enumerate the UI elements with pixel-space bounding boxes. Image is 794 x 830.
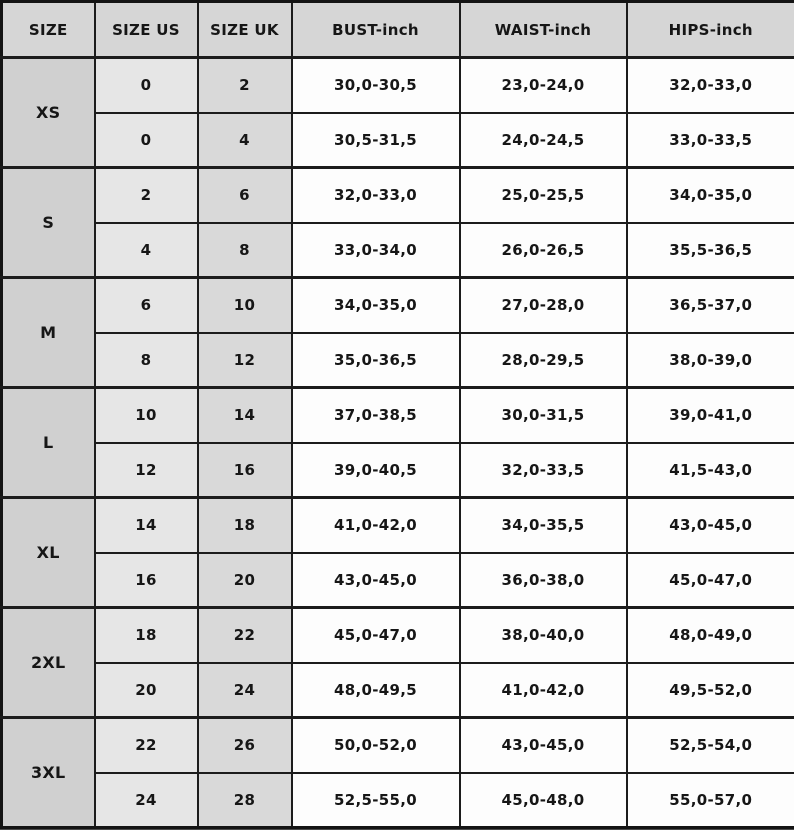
us-cell: 22 [95, 718, 198, 773]
waist-cell: 24,0-24,5 [460, 113, 627, 168]
us-cell: 10 [95, 388, 198, 443]
bust-cell: 52,5-55,0 [292, 773, 460, 828]
waist-cell: 25,0-25,5 [460, 168, 627, 223]
uk-cell: 6 [198, 168, 292, 223]
us-cell: 4 [95, 223, 198, 278]
waist-cell: 27,0-28,0 [460, 278, 627, 333]
size-group-label: S [2, 168, 95, 278]
size-group-label: L [2, 388, 95, 498]
hips-cell: 36,5-37,0 [627, 278, 794, 333]
us-cell: 2 [95, 168, 198, 223]
table-row [2, 663, 794, 718]
table-row [2, 113, 794, 168]
uk-cell: 16 [198, 443, 292, 498]
hips-cell: 34,0-35,0 [627, 168, 794, 223]
size-group-label: 2XL [2, 608, 95, 718]
uk-cell: 26 [198, 718, 292, 773]
uk-cell: 4 [198, 113, 292, 168]
hips-cell: 43,0-45,0 [627, 498, 794, 553]
waist-cell: 23,0-24,0 [460, 58, 627, 113]
us-cell: 20 [95, 663, 198, 718]
table-row [2, 608, 794, 663]
waist-cell: 38,0-40,0 [460, 608, 627, 663]
header-bust-inch: BUST-inch [292, 2, 460, 58]
hips-cell: 38,0-39,0 [627, 333, 794, 388]
us-cell: 14 [95, 498, 198, 553]
waist-cell: 45,0-48,0 [460, 773, 627, 828]
bust-cell: 32,0-33,0 [292, 168, 460, 223]
bust-cell: 43,0-45,0 [292, 553, 460, 608]
waist-cell: 34,0-35,5 [460, 498, 627, 553]
bust-cell: 30,5-31,5 [292, 113, 460, 168]
table-row [2, 58, 794, 113]
uk-cell: 14 [198, 388, 292, 443]
waist-cell: 41,0-42,0 [460, 663, 627, 718]
hips-cell: 45,0-47,0 [627, 553, 794, 608]
us-cell: 24 [95, 773, 198, 828]
waist-cell: 32,0-33,5 [460, 443, 627, 498]
uk-cell: 28 [198, 773, 292, 828]
hips-cell: 41,5-43,0 [627, 443, 794, 498]
hips-cell: 32,0-33,0 [627, 58, 794, 113]
table-row [2, 168, 794, 223]
us-cell: 8 [95, 333, 198, 388]
uk-cell: 24 [198, 663, 292, 718]
bust-cell: 50,0-52,0 [292, 718, 460, 773]
size-group-label: M [2, 278, 95, 388]
bust-cell: 41,0-42,0 [292, 498, 460, 553]
header-size-us: SIZE US [95, 2, 198, 58]
header-waist-inch: WAIST-inch [460, 2, 627, 58]
table-row [2, 278, 794, 333]
waist-cell: 30,0-31,5 [460, 388, 627, 443]
bust-cell: 30,0-30,5 [292, 58, 460, 113]
hips-cell: 49,5-52,0 [627, 663, 794, 718]
table-row [2, 388, 794, 443]
table-row [2, 333, 794, 388]
uk-cell: 10 [198, 278, 292, 333]
bust-cell: 34,0-35,0 [292, 278, 460, 333]
table-row [2, 223, 794, 278]
waist-cell: 36,0-38,0 [460, 553, 627, 608]
hips-cell: 35,5-36,5 [627, 223, 794, 278]
hips-cell: 55,0-57,0 [627, 773, 794, 828]
table-row [2, 553, 794, 608]
size-group-label: XL [2, 498, 95, 608]
table-body [2, 58, 794, 828]
bust-cell: 33,0-34,0 [292, 223, 460, 278]
waist-cell: 43,0-45,0 [460, 718, 627, 773]
uk-cell: 8 [198, 223, 292, 278]
us-cell: 16 [95, 553, 198, 608]
us-cell: 0 [95, 113, 198, 168]
size-group-label: XS [2, 58, 95, 168]
size-group-label: 3XL [2, 718, 95, 828]
header-row [2, 2, 794, 58]
us-cell: 18 [95, 608, 198, 663]
waist-cell: 26,0-26,5 [460, 223, 627, 278]
hips-cell: 52,5-54,0 [627, 718, 794, 773]
uk-cell: 18 [198, 498, 292, 553]
header-size-uk: SIZE UK [198, 2, 292, 58]
uk-cell: 2 [198, 58, 292, 113]
uk-cell: 12 [198, 333, 292, 388]
hips-cell: 33,0-33,5 [627, 113, 794, 168]
bust-cell: 37,0-38,5 [292, 388, 460, 443]
uk-cell: 20 [198, 553, 292, 608]
us-cell: 0 [95, 58, 198, 113]
table-row [2, 718, 794, 773]
header-hips-inch: HIPS-inch [627, 2, 794, 58]
us-cell: 6 [95, 278, 198, 333]
bust-cell: 48,0-49,5 [292, 663, 460, 718]
uk-cell: 22 [198, 608, 292, 663]
waist-cell: 28,0-29,5 [460, 333, 627, 388]
table-row [2, 443, 794, 498]
hips-cell: 48,0-49,0 [627, 608, 794, 663]
bust-cell: 45,0-47,0 [292, 608, 460, 663]
bust-cell: 39,0-40,5 [292, 443, 460, 498]
us-cell: 12 [95, 443, 198, 498]
bust-cell: 35,0-36,5 [292, 333, 460, 388]
header-size: SIZE [2, 2, 95, 58]
hips-cell: 39,0-41,0 [627, 388, 794, 443]
table-row [2, 773, 794, 828]
table-row [2, 498, 794, 553]
